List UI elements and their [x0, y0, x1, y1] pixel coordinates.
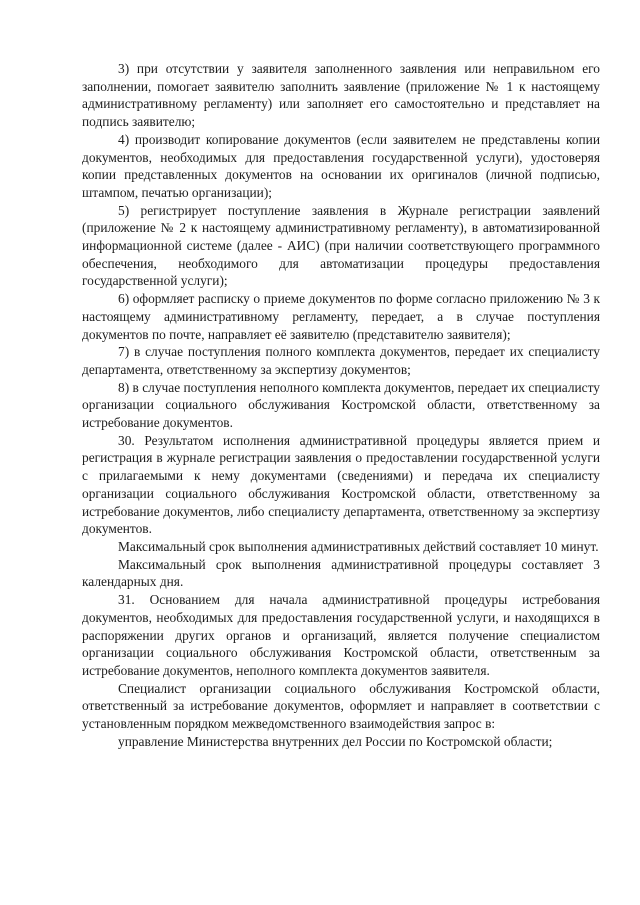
paragraph-mvd-kostroma: управление Министерства внутренних дел России по Костромской области; — [118, 733, 553, 749]
paragraph-item-5: 5) регистрирует поступление заявления в Журнале регистрации заявлений (приложение № 2 к настоящему административному регламенту), в автоматизированной информационной системе (далее - АИС) (при наличии соответствующего программного обеспечения, необходимого для автоматизации процедуры предоставления государственной услуги); — [82, 202, 600, 289]
paragraph-clause-31: 31. Основанием для начала административной процедуры истребования документов, необходимых для предоставления государственной услуги, и находящихся в распоряжении других органов и организаций, является получение специалистом организации социального обслуживания Костромской области, ответственным за истребование документов, неполного комплекта документов заявителя. — [82, 592, 600, 678]
paragraph-clause-30: 30. Результатом исполнения административной процедуры является прием и регистрация в журнале регистрации заявления о предоставлении государственной услуги с прилагаемыми к нему документами (сведениями) и передача их специалисту организации социального обслуживания Костромской области, ответственному за истребование документов, либо специалисту департамента, ответственному за экспертизу документов. — [82, 432, 600, 537]
document-body — [82, 60, 600, 750]
paragraph-item-3: 3) при отсутствии у заявителя заполненного заявления или неправильном его заполнении, помогает заявителю заполнить заявление (приложение № 1 к настоящему административному регламенту) или заполняет его самостоятельно и представляет на подпись заявителю; — [82, 61, 600, 130]
paragraph-max-time-actions: Максимальный срок выполнения административных действий составляет 10 минут. — [118, 538, 599, 554]
paragraph-specialist-request: Специалист организации социального обслуживания Костромской области, ответственный за истребование документов, оформляет и направляет в соответствии с установленным порядком межведомственного взаимодействия запрос в: — [82, 680, 600, 732]
paragraph-max-time-procedure: Максимальный срок выполнения административной процедуры составляет 3 календарных дня. — [82, 556, 600, 590]
paragraph-item-6: 6) оформляет расписку о приеме документов по форме согласно приложению № 3 к настоящему административному регламенту, передает, а в случае поступления документов по почте, направляет её заявителю (представителю заявителя); — [82, 291, 600, 342]
paragraph-item-8: 8) в случае поступления неполного комплекта документов, передает их специалисту организации социального обслуживания Костромской области, ответственному за истребование документов. — [82, 379, 600, 431]
paragraph-item-7: 7) в случае поступления полного комплекта документов, передает их специалисту департамента, ответственному за экспертизу документов; — [82, 344, 600, 377]
paragraph-item-4: 4) производит копирование документов (если заявителем не представлены копии документов, необходимых для предоставления государственной услуги), удостоверяя копии представленных документов на основании их оригиналов (личной подписью, штампом, печатью организации); — [82, 131, 600, 200]
